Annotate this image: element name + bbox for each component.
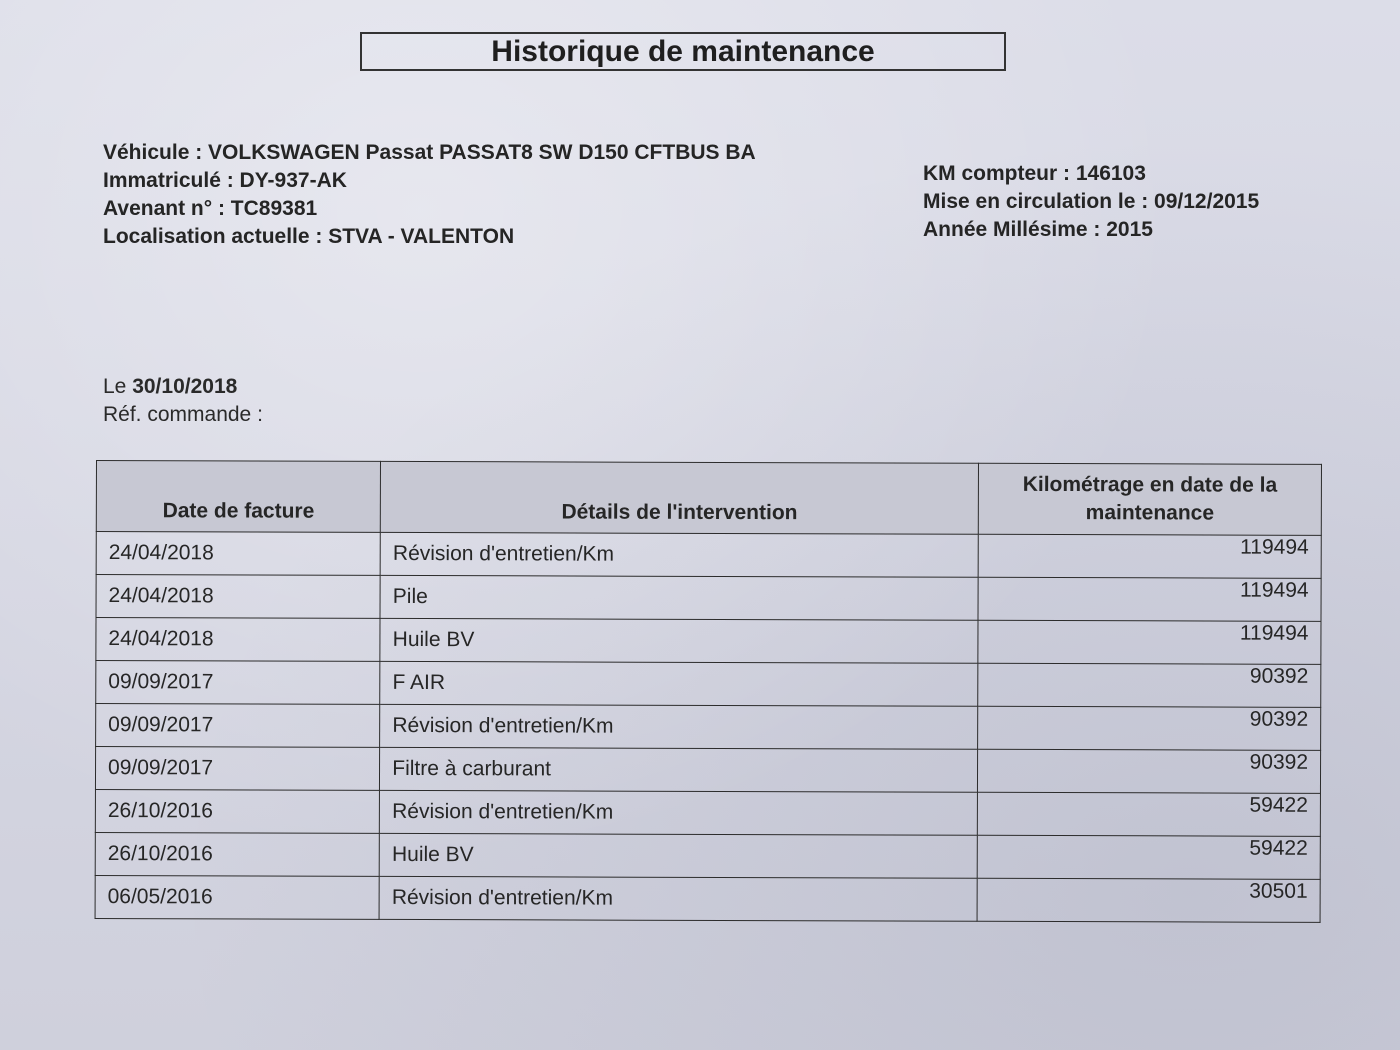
- maintenance-table: [95, 460, 1322, 923]
- cell-detail: Révision d'entretien/Km: [380, 790, 978, 835]
- vehicle-model: Véhicule : VOLKSWAGEN Passat PASSAT8 SW D150 CFTBUS BA: [103, 141, 756, 164]
- cell-date: 09/09/2017: [95, 747, 379, 791]
- vehicle-location: Localisation actuelle : STVA - VALENTON: [103, 225, 515, 248]
- table-row: [96, 618, 1321, 665]
- document-date-block: [103, 373, 263, 429]
- table-row: [96, 575, 1321, 622]
- cell-mileage: 30501: [977, 878, 1320, 922]
- page-title: [360, 32, 1006, 71]
- registration-date: Mise en circulation le : 09/12/2015: [923, 190, 1260, 213]
- order-reference: Réf. commande :: [103, 403, 263, 426]
- cell-date: 24/04/2018: [96, 575, 380, 619]
- cell-detail: Huile BV: [380, 618, 978, 663]
- cell-mileage: 119494: [978, 534, 1321, 578]
- cell-detail: Pile: [380, 575, 978, 620]
- cell-mileage: 90392: [978, 749, 1321, 793]
- cell-detail: F AIR: [380, 661, 978, 706]
- cell-date: 06/05/2016: [95, 875, 379, 919]
- cell-mileage: 59422: [977, 835, 1320, 879]
- cell-detail: Révision d'entretien/Km: [379, 876, 977, 921]
- date-prefix: Le: [103, 375, 127, 398]
- cell-date: 24/04/2018: [96, 532, 380, 576]
- table-row: [95, 789, 1320, 836]
- cell-detail: Révision d'entretien/Km: [380, 532, 978, 577]
- km-counter: KM compteur : 146103: [923, 162, 1146, 185]
- cell-detail: Révision d'entretien/Km: [380, 704, 978, 749]
- table-header-row: [96, 461, 1321, 536]
- cell-detail: Filtre à carburant: [380, 747, 978, 792]
- document-date: 30/10/2018: [132, 375, 238, 398]
- cell-date: 24/04/2018: [96, 618, 380, 662]
- page-title-text: Historique de maintenance: [491, 34, 875, 68]
- cell-date: 09/09/2017: [96, 661, 380, 705]
- table-row: [96, 704, 1321, 751]
- column-header-details: Détails de l'intervention: [381, 461, 979, 534]
- table-row: [95, 832, 1320, 879]
- cell-date: 26/10/2016: [95, 832, 379, 876]
- cell-mileage: 90392: [978, 706, 1321, 750]
- cell-mileage: 119494: [978, 620, 1321, 664]
- cell-mileage: 90392: [978, 663, 1321, 707]
- cell-date: 26/10/2016: [95, 789, 379, 833]
- cell-detail: Huile BV: [379, 833, 977, 878]
- cell-mileage: 59422: [977, 792, 1320, 836]
- table-row: [95, 747, 1320, 794]
- vehicle-amendment: Avenant n° : TC89381: [103, 197, 318, 220]
- model-year: Année Millésime : 2015: [923, 218, 1153, 241]
- document-date-line: [103, 373, 263, 401]
- cell-date: 09/09/2017: [96, 704, 380, 748]
- vehicle-registration: Immatriculé : DY-937-AK: [103, 169, 347, 192]
- table-row: [95, 875, 1320, 922]
- vehicle-info: [103, 139, 756, 251]
- column-header-date: Date de facture: [96, 461, 380, 533]
- column-header-mileage: Kilométrage en date de la maintenance: [978, 463, 1321, 535]
- table-row: [96, 661, 1321, 708]
- vehicle-counters: [923, 160, 1259, 244]
- table-row: [96, 532, 1321, 579]
- cell-mileage: 119494: [978, 577, 1321, 621]
